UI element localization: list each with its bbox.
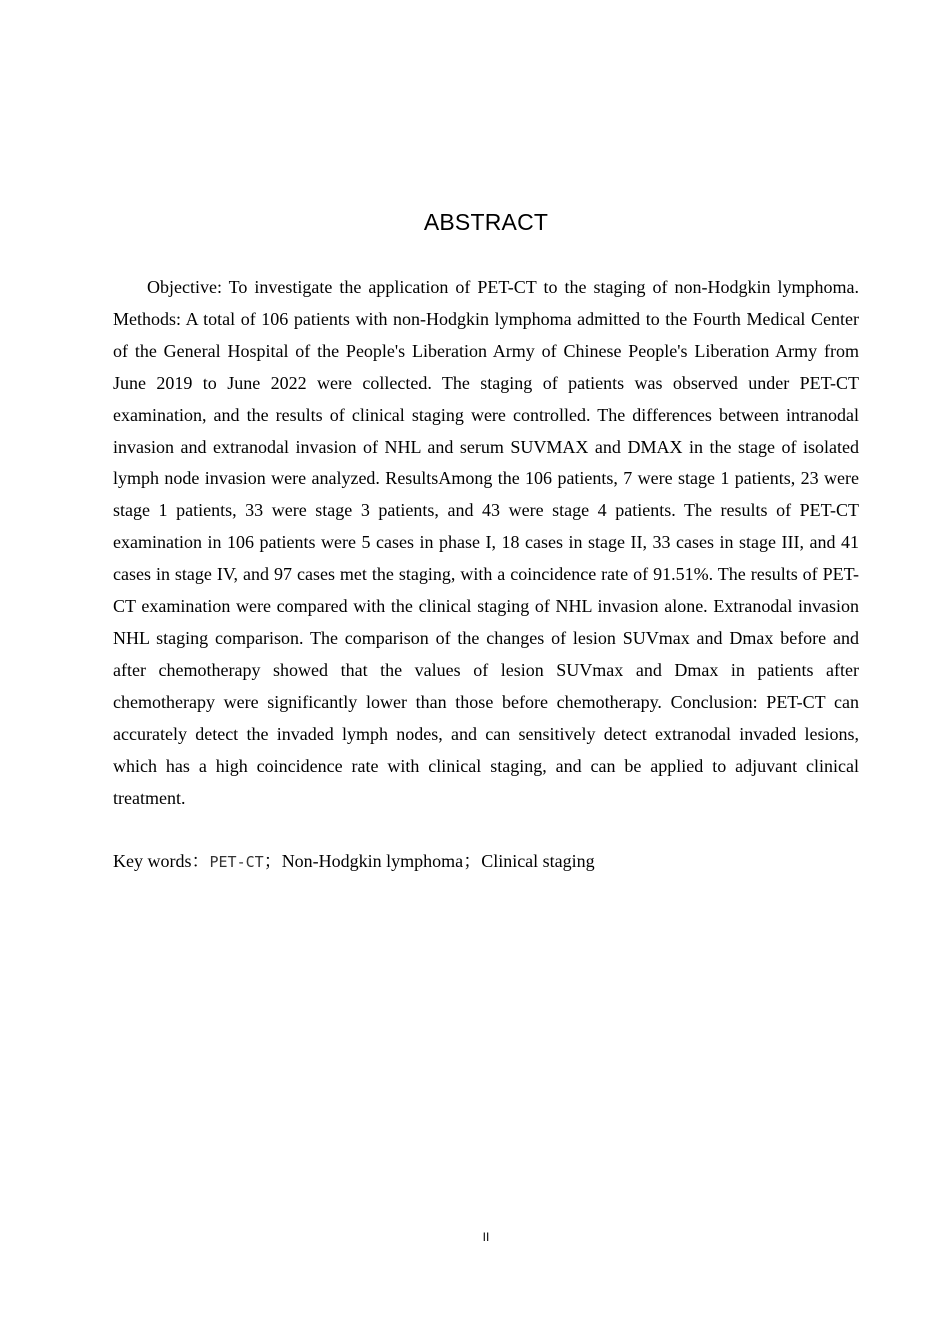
keyword-separator-1: ； — [263, 851, 282, 871]
keyword-separator-2: ； — [463, 851, 482, 871]
abstract-title: ABSTRACT — [423, 209, 549, 235]
keyword-item-2: Non-Hodgkin lymphoma — [281, 851, 464, 871]
keyword-item-1: PET-CT — [209, 853, 264, 871]
keywords-label: Key words： — [113, 851, 210, 871]
abstract-body: Objective: To investigate the application of PET-CT to the staging of non-Hodgkin lymphoma. Methods: A total of 106 patients with non-Hodgkin lymphoma admitted to the Fourth Medical Center of the General Hospital of the People's Liberation Army of Chinese People's Liberation Army from June 2019 to June 2022 were collected. The staging of patients was observed under PET-CT examination, and the results of clinical staging were controlled. The differences between intranodal invasion and extranodal invasion of NHL and serum SUVMAX and DMAX in the stage of isolated lymph node invasion were analyzed. ResultsAmong the 106 patients, 7 were stage 1 patients, 23 were stage 1 patients, 33 were stage 3 patients, and 43 were stage 4 patients. The results of PET-CT examination in 106 patients were 5 cases in phase I, 18 cases in stage II, 33 cases in stage III, and 41 cases in stage IV, and 97 cases met the staging, with a coincidence rate of 91.51%. The results of PET-CT examination were compared with the clinical staging of NHL invasion alone. Extranodal invasion NHL staging comparison. The comparison of the changes of lesion SUVmax and Dmax before and after chemotherapy showed that the values of lesion SUVmax and Dmax in patients after chemotherapy were significantly lower than those before chemotherapy. Conclusion: PET-CT can accurately detect the invaded lymph nodes, and can sensitively detect extranodal invaded lesions, which has a high coincidence rate with clinical staging, and can be applied to adjuvant clinical treatment. — [113, 277, 859, 808]
keyword-item-3: Clinical staging — [481, 851, 595, 871]
keywords-line — [113, 846, 859, 878]
page-number: II — [482, 1230, 490, 1244]
